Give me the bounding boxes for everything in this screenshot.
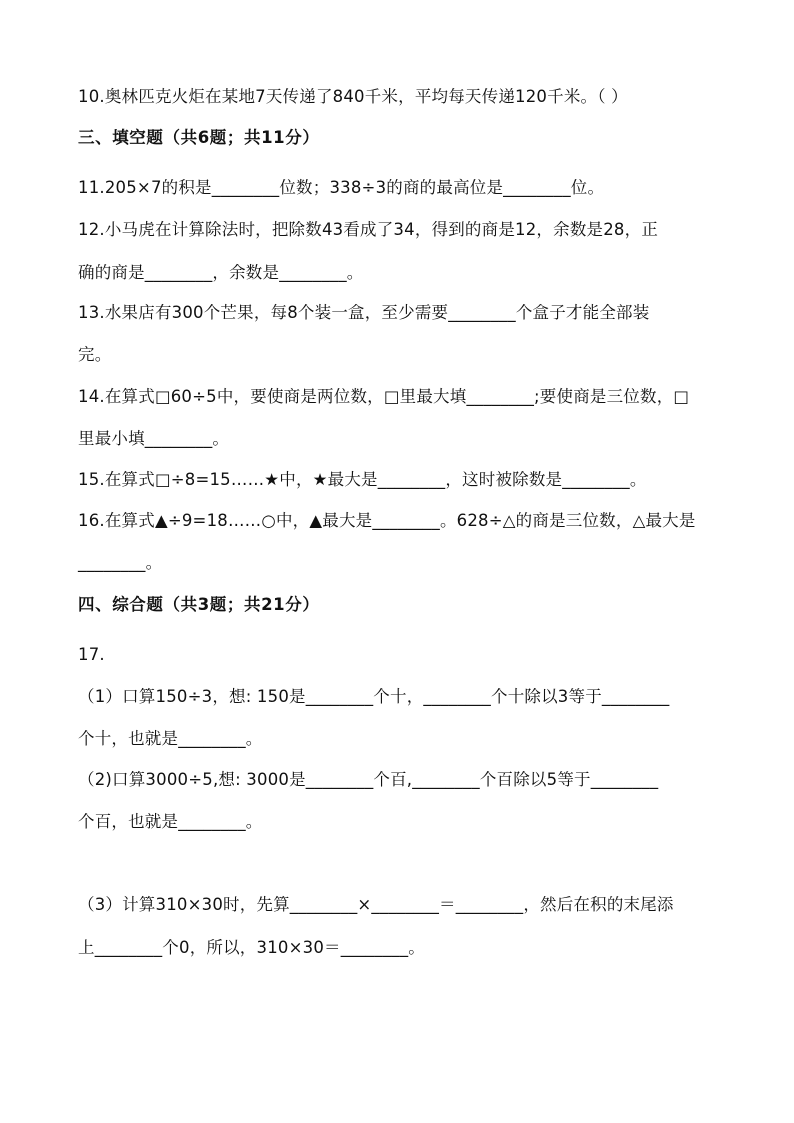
question-17: 17. xyxy=(78,645,105,664)
section-4-heading: 四、综合题（共3题；共21分） xyxy=(78,595,320,614)
question-16-line-1: 16.在算式▲÷9=18……○中，▲最大是________。628÷△的商是三位数，△最大是 xyxy=(78,511,696,530)
question-12-line-2: 确的商是________，余数是________。 xyxy=(78,263,364,282)
question-17-part-1-line-2: 个十，也就是________。 xyxy=(78,729,263,748)
question-13-line-1: 13.水果店有300个芒果，每8个装一盒，至少需要________个盒子才能全部装 xyxy=(78,303,650,322)
question-17-part-3-line-2: 上________个0，所以，310×30＝________。 xyxy=(78,938,426,957)
question-11: 11.205×7的积是________位数；338÷3的商的最高位是________位。 xyxy=(78,178,605,197)
question-17-part-2-line-1: （2)口算3000÷5,想: 3000是________个百,________个百除以5等于________ xyxy=(78,770,659,789)
question-10: 10.奥林匹克火炬在某地7天传递了840千米，平均每天传递120千米。（ ） xyxy=(78,87,628,106)
question-17-part-2-line-2: 个百，也就是________。 xyxy=(78,812,263,831)
question-12-line-1: 12.小马虎在计算除法时，把除数43看成了34，得到的商是12，余数是28，正 xyxy=(78,220,659,239)
section-3-heading: 三、填空题（共6题；共11分） xyxy=(78,128,320,147)
question-13-line-2: 完。 xyxy=(78,345,112,364)
question-15: 15.在算式□÷8=15……★中，★最大是________，这时被除数是________。 xyxy=(78,470,647,489)
question-14-line-1: 14.在算式□60÷5中，要使商是两位数，□里最大填________;要使商是三位数，□ xyxy=(78,387,690,406)
question-16-line-2: ________。 xyxy=(78,553,163,572)
question-17-part-1-line-1: （1）口算150÷3，想: 150是________个十，________个十除以3等于________ xyxy=(78,687,670,706)
question-17-part-3-line-1: （3）计算310×30时，先算________×________＝________，然后在积的末尾添 xyxy=(78,895,674,914)
question-14-line-2: 里最小填________。 xyxy=(78,429,230,448)
